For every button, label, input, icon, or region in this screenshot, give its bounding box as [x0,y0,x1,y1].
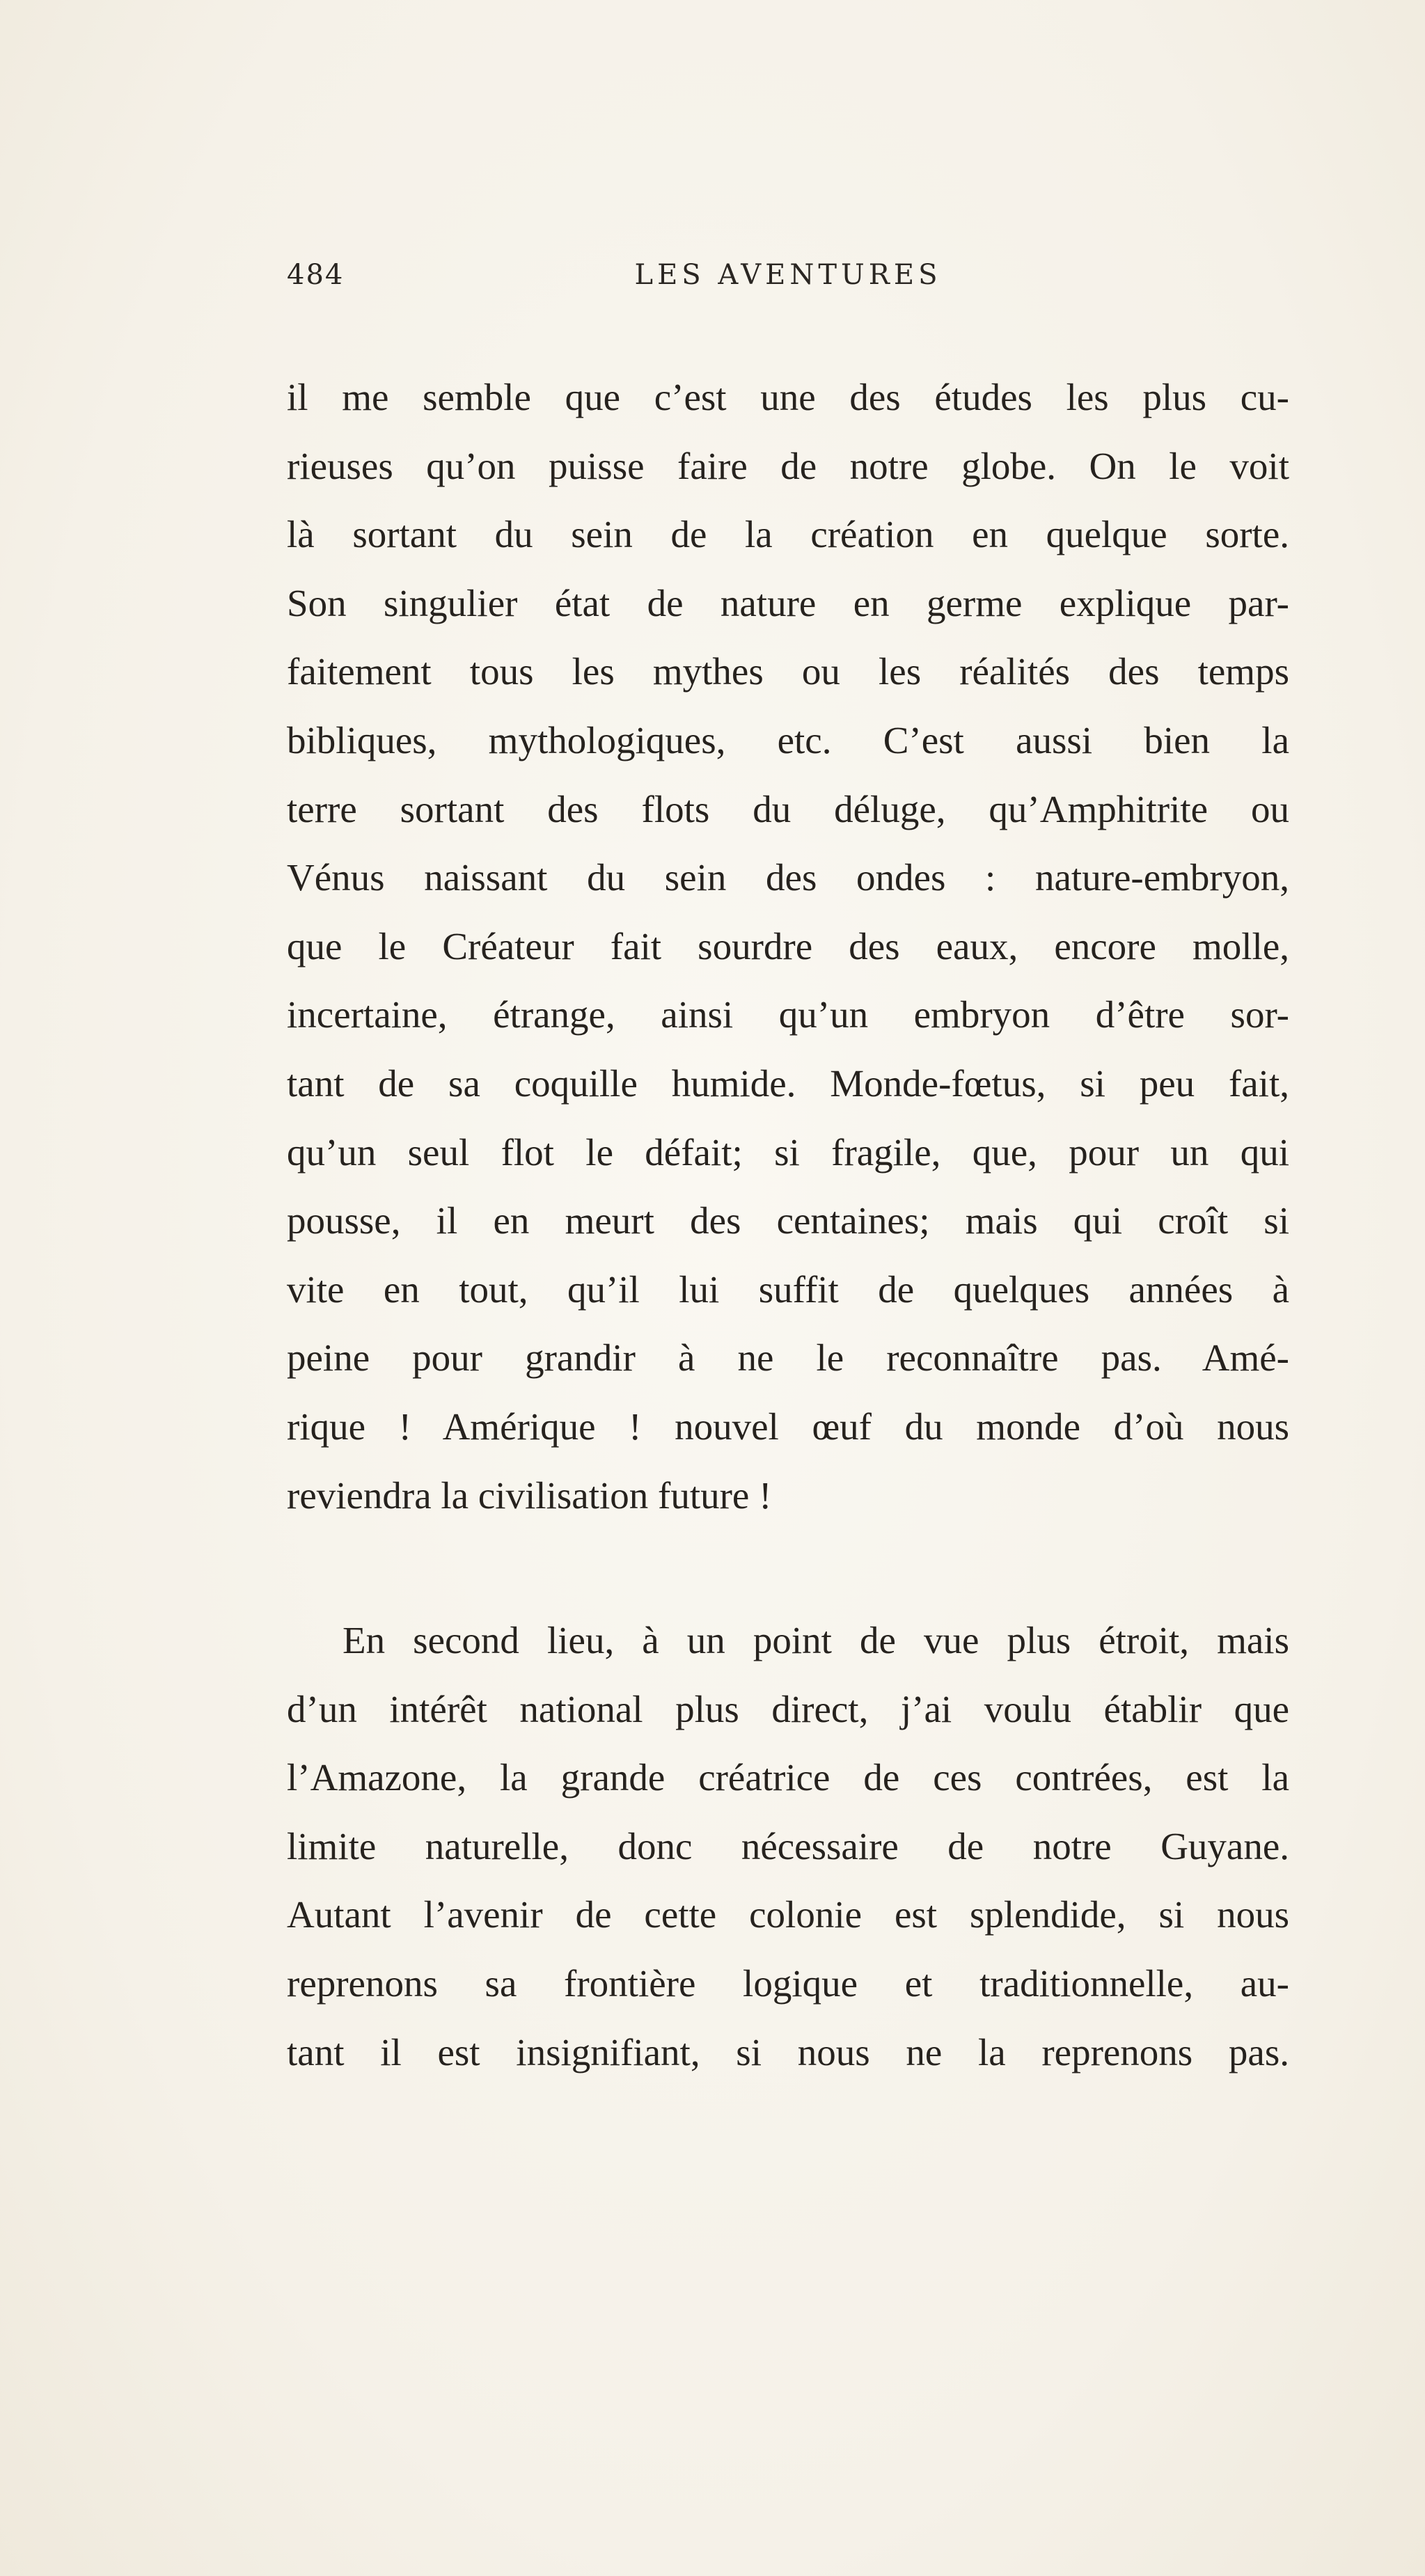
text-line: vite en tout, qu’il lui suffit de quelques années à [287,1267,1289,1311]
text-line: qu’un seul flot le défait; si fragile, que, pour un qui [287,1130,1289,1174]
text-line: il me semble que c’est une des études les plus cu- [287,376,1289,418]
text-line: d’un intérêt national plus direct, j’ai voulu établir que [287,1687,1289,1730]
text-line: là sortant du sein de la création en quelque sorte. [287,513,1289,556]
text-line: rieuses qu’on puisse faire de notre globe. On le voit [287,444,1289,487]
text-line: pousse, il en meurt des centaines; mais qui croît si [287,1199,1289,1242]
text-line: Son singulier état de nature en germe explique par- [287,581,1289,624]
text-line: reprenons sa frontière logique et traditionnelle, au- [287,1962,1289,2005]
text-line: reviendra la civilisation future ! [287,1473,772,1517]
text-line: que le Créateur fait sourdre des eaux, encore molle, [287,924,1289,967]
text-line: terre sortant des flots du déluge, qu’Amphitrite ou [287,787,1289,830]
text-line: incertaine, étrange, ainsi qu’un embryon d’être sor- [287,993,1289,1036]
text-line: tant de sa coquille humide. Monde-fœtus, si peu fait, [287,1061,1289,1105]
text-line: l’Amazone, la grande créatrice de ces contrées, est la [287,1756,1289,1799]
text-line: peine pour grandir à ne le reconnaître pas. Amé- [287,1336,1289,1380]
paragraph-1 [287,363,1289,1530]
body-text [287,363,1289,2087]
paragraph-gap [287,1530,1289,1606]
text-line: faitement tous les mythes ou les réalités des temps [287,650,1289,693]
paragraph-2 [287,1606,1289,2087]
text-line: Autant l’avenir de cette colonie est splendide, si nous [287,1893,1289,1936]
text-line: tant il est insignifiant, si nous ne la reprenons pas. [287,2030,1289,2073]
running-title: LES AVENTURES [634,259,942,291]
page-number: 484 [287,259,345,291]
text-line: En second lieu, à un point de vue plus étroit, mais [343,1619,1289,1662]
text-line: rique ! Amérique ! nouvel œuf du monde d’où nous [287,1405,1289,1448]
text-line: bibliques, mythologiques, etc. C’est aussi bien la [287,718,1289,761]
text-line: Vénus naissant du sein des ondes : nature-embryon, [287,856,1289,899]
page-header [287,259,1289,301]
text-line: limite naturelle, donc nécessaire de notre Guyane. [287,1824,1289,1867]
